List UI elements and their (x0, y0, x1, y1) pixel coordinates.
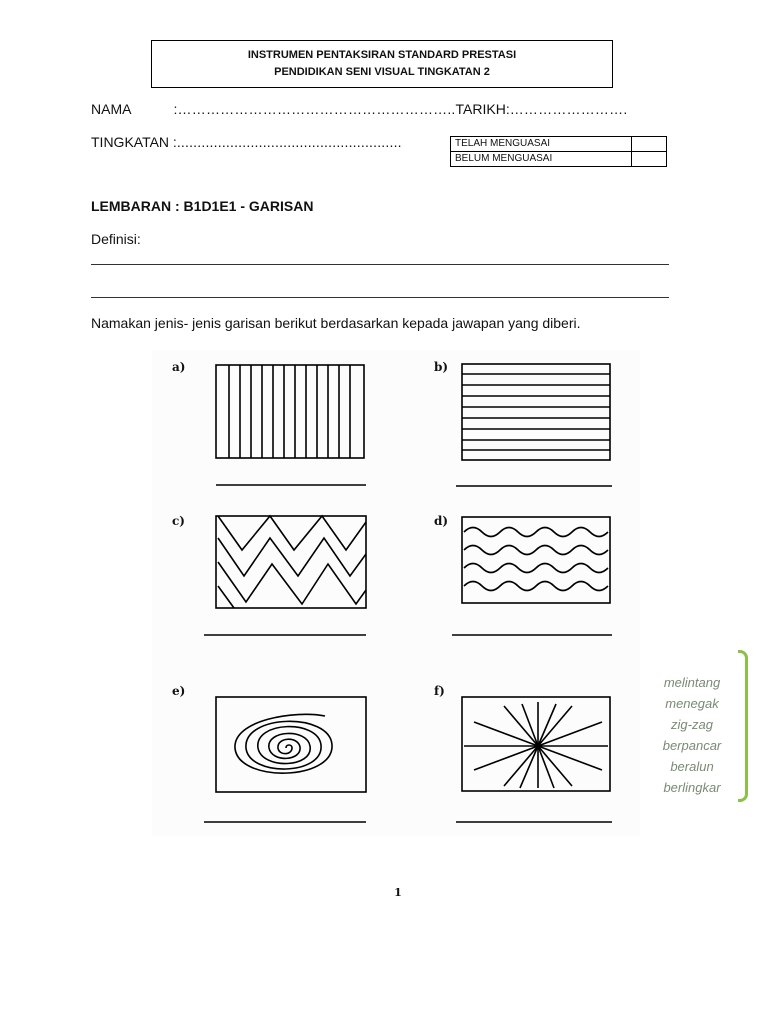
instruction-text: Namakan jenis- jenis garisan berikut berdasarkan kepada jawapan yang diberi. (91, 315, 581, 331)
drawing-b-horizontal-lines (462, 364, 610, 460)
tarikh-field[interactable]: ……………………. (509, 101, 628, 117)
telah-menguasai-checkbox[interactable] (632, 137, 667, 152)
word-bank (650, 672, 734, 798)
word-bank-item: berlingkar (663, 780, 721, 795)
tarikh-label: TARIKH: (455, 101, 510, 117)
definition-answer-line-1[interactable] (91, 264, 669, 265)
label-b: b) (434, 360, 449, 374)
belum-menguasai-label: BELUM MENGUASAI (451, 152, 632, 167)
tingkatan-field[interactable]: ....................................................... (176, 134, 402, 150)
drawing-f-radiating-lines (462, 697, 610, 791)
worksheet-title-box (151, 40, 613, 88)
word-bank-item: melintang (663, 675, 721, 690)
definition-label: Definisi: (91, 231, 141, 247)
nama-field[interactable]: :………………………………………………….. (173, 101, 456, 117)
worksheet-title-line1: INSTRUMEN PENTAKSIRAN STANDARD PRESTASI (247, 49, 517, 61)
label-a: a) (172, 360, 186, 374)
word-bank-bracket (738, 650, 748, 802)
telah-menguasai-label: TELAH MENGUASAI (451, 137, 632, 152)
nama-label: NAMA (91, 101, 132, 117)
nama-row (91, 101, 627, 117)
label-d: d) (434, 514, 449, 528)
drawing-d-wavy-lines (462, 517, 610, 603)
mastery-status-table (450, 136, 667, 167)
word-bank-item: beralun (670, 759, 714, 774)
line-drawings (152, 350, 640, 836)
exercise-panel (152, 350, 640, 836)
word-bank-item: zig-zag (671, 717, 713, 732)
label-e: e) (172, 684, 186, 698)
belum-menguasai-checkbox[interactable] (632, 152, 667, 167)
drawing-c-zigzag-lines (216, 516, 366, 608)
drawing-e-spiral-lines (216, 697, 366, 792)
label-f: f) (434, 684, 445, 698)
word-bank-item: berpancar (662, 738, 722, 753)
label-c: c) (172, 514, 185, 528)
tingkatan-row (91, 134, 402, 150)
definition-answer-line-2[interactable] (91, 297, 669, 298)
worksheet-title-line2: PENDIDIKAN SENI VISUAL TINGKATAN 2 (274, 66, 490, 78)
drawing-a-vertical-lines (216, 365, 364, 458)
tingkatan-label: TINGKATAN : (91, 134, 177, 150)
word-bank-item: menegak (665, 696, 719, 711)
sheet-title: LEMBARAN : B1D1E1 - GARISAN (91, 198, 314, 214)
page-number: 1 (394, 886, 402, 899)
